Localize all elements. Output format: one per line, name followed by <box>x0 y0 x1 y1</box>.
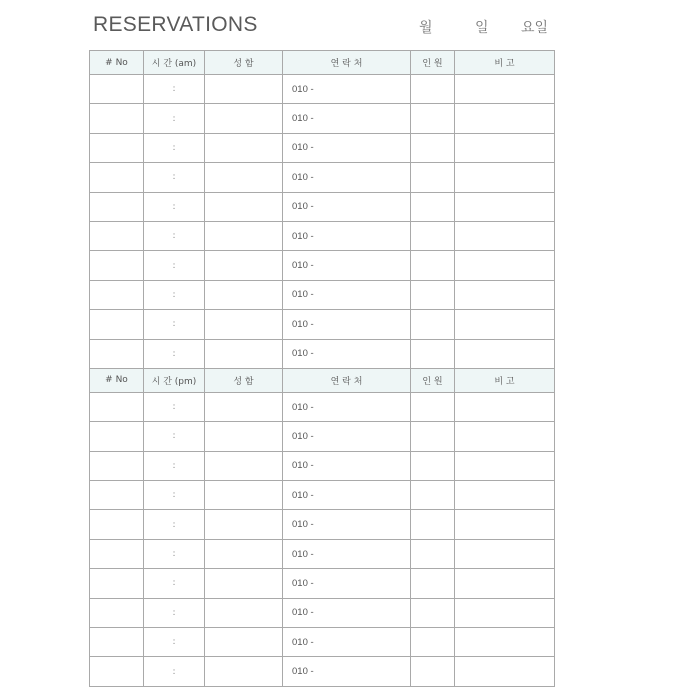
note-cell[interactable] <box>455 280 555 309</box>
note-cell[interactable] <box>455 192 555 221</box>
header-people: 인 원 <box>411 51 455 75</box>
phone-cell[interactable]: 010 - <box>283 104 411 133</box>
table-row <box>90 192 555 221</box>
name-cell[interactable] <box>205 104 283 133</box>
note-cell[interactable] <box>455 628 555 657</box>
name-cell[interactable] <box>205 163 283 192</box>
table-row <box>90 133 555 162</box>
table-row <box>90 392 555 421</box>
no-cell[interactable] <box>90 104 144 133</box>
note-cell[interactable] <box>455 657 555 686</box>
phone-cell[interactable]: 010 - <box>283 251 411 280</box>
header-no: # No <box>90 368 144 392</box>
table-row <box>90 657 555 686</box>
time-cell[interactable]: : <box>144 481 205 510</box>
people-cell[interactable] <box>411 598 455 627</box>
time-cell[interactable]: : <box>144 280 205 309</box>
phone-cell[interactable]: 010 - <box>283 422 411 451</box>
no-cell[interactable] <box>90 598 144 627</box>
people-cell[interactable] <box>411 163 455 192</box>
table-row <box>90 75 555 104</box>
table-row <box>90 510 555 539</box>
note-cell[interactable] <box>455 75 555 104</box>
header-name: 성 함 <box>205 51 283 75</box>
no-cell[interactable] <box>90 221 144 250</box>
no-cell[interactable] <box>90 539 144 568</box>
header-name: 성 함 <box>205 368 283 392</box>
phone-cell[interactable]: 010 - <box>283 75 411 104</box>
time-cell[interactable]: : <box>144 251 205 280</box>
people-cell[interactable] <box>411 569 455 598</box>
phone-cell[interactable]: 010 - <box>283 392 411 421</box>
note-cell[interactable] <box>455 451 555 480</box>
people-cell[interactable] <box>411 221 455 250</box>
header-time: 시 간 (pm) <box>144 368 205 392</box>
table-row <box>90 163 555 192</box>
table-header-row-am <box>90 51 555 75</box>
table-row <box>90 628 555 657</box>
people-cell[interactable] <box>411 539 455 568</box>
people-cell[interactable] <box>411 251 455 280</box>
table-row <box>90 339 555 368</box>
time-cell[interactable]: : <box>144 133 205 162</box>
name-cell[interactable] <box>205 75 283 104</box>
phone-cell[interactable]: 010 - <box>283 539 411 568</box>
note-cell[interactable] <box>455 339 555 368</box>
note-cell[interactable] <box>455 392 555 421</box>
day-label: 일 <box>475 20 489 36</box>
people-cell[interactable] <box>411 392 455 421</box>
table-row <box>90 598 555 627</box>
people-cell[interactable] <box>411 280 455 309</box>
people-cell[interactable] <box>411 510 455 539</box>
table-row <box>90 251 555 280</box>
header-no: # No <box>90 51 144 75</box>
note-cell[interactable] <box>455 481 555 510</box>
no-cell[interactable] <box>90 628 144 657</box>
time-cell[interactable]: : <box>144 657 205 686</box>
header-people: 인 원 <box>411 368 455 392</box>
no-cell[interactable] <box>90 510 144 539</box>
people-cell[interactable] <box>411 75 455 104</box>
phone-cell[interactable]: 010 - <box>283 339 411 368</box>
time-cell[interactable]: : <box>144 310 205 339</box>
note-cell[interactable] <box>455 539 555 568</box>
name-cell[interactable] <box>205 280 283 309</box>
time-cell[interactable]: : <box>144 569 205 598</box>
time-cell[interactable]: : <box>144 628 205 657</box>
table-row <box>90 422 555 451</box>
phone-cell[interactable]: 010 - <box>283 569 411 598</box>
time-cell[interactable]: : <box>144 539 205 568</box>
name-cell[interactable] <box>205 598 283 627</box>
time-cell[interactable]: : <box>144 598 205 627</box>
note-cell[interactable] <box>455 163 555 192</box>
name-cell[interactable] <box>205 339 283 368</box>
phone-cell[interactable]: 010 - <box>283 133 411 162</box>
phone-cell[interactable]: 010 - <box>283 657 411 686</box>
phone-cell[interactable]: 010 - <box>283 598 411 627</box>
note-cell[interactable] <box>455 104 555 133</box>
note-cell[interactable] <box>455 510 555 539</box>
time-cell[interactable]: : <box>144 221 205 250</box>
phone-cell[interactable]: 010 - <box>283 163 411 192</box>
people-cell[interactable] <box>411 133 455 162</box>
note-cell[interactable] <box>455 598 555 627</box>
time-cell[interactable]: : <box>144 339 205 368</box>
note-cell[interactable] <box>455 133 555 162</box>
time-cell[interactable]: : <box>144 451 205 480</box>
table-row <box>90 280 555 309</box>
table-header-row-pm <box>90 368 555 392</box>
name-cell[interactable] <box>205 221 283 250</box>
time-cell[interactable]: : <box>144 192 205 221</box>
month-label: 월 <box>419 20 433 36</box>
no-cell[interactable] <box>90 481 144 510</box>
no-cell[interactable] <box>90 75 144 104</box>
no-cell[interactable] <box>90 339 144 368</box>
no-cell[interactable] <box>90 163 144 192</box>
time-cell[interactable]: : <box>144 510 205 539</box>
phone-cell[interactable]: 010 - <box>283 628 411 657</box>
name-cell[interactable] <box>205 422 283 451</box>
no-cell[interactable] <box>90 192 144 221</box>
header-time: 시 간 (am) <box>144 51 205 75</box>
time-cell[interactable]: : <box>144 104 205 133</box>
header-contact: 연 락 처 <box>283 368 411 392</box>
name-cell[interactable] <box>205 310 283 339</box>
note-cell[interactable] <box>455 310 555 339</box>
name-cell[interactable] <box>205 481 283 510</box>
no-cell[interactable] <box>90 310 144 339</box>
table-row <box>90 539 555 568</box>
note-cell[interactable] <box>455 251 555 280</box>
people-cell[interactable] <box>411 628 455 657</box>
name-cell[interactable] <box>205 569 283 598</box>
no-cell[interactable] <box>90 133 144 162</box>
phone-cell[interactable]: 010 - <box>283 510 411 539</box>
phone-cell[interactable]: 010 - <box>283 310 411 339</box>
time-cell[interactable]: : <box>144 163 205 192</box>
page-title: RESERVATIONS <box>93 13 258 36</box>
phone-cell[interactable]: 010 - <box>283 481 411 510</box>
phone-cell[interactable]: 010 - <box>283 280 411 309</box>
people-cell[interactable] <box>411 339 455 368</box>
no-cell[interactable] <box>90 392 144 421</box>
no-cell[interactable] <box>90 657 144 686</box>
phone-cell[interactable]: 010 - <box>283 451 411 480</box>
table-row <box>90 481 555 510</box>
table-row <box>90 569 555 598</box>
reservation-table <box>89 50 555 687</box>
phone-cell[interactable]: 010 - <box>283 192 411 221</box>
name-cell[interactable] <box>205 251 283 280</box>
name-cell[interactable] <box>205 192 283 221</box>
name-cell[interactable] <box>205 628 283 657</box>
table-row <box>90 221 555 250</box>
no-cell[interactable] <box>90 280 144 309</box>
header-note: 비 고 <box>455 368 555 392</box>
people-cell[interactable] <box>411 451 455 480</box>
no-cell[interactable] <box>90 422 144 451</box>
header-note: 비 고 <box>455 51 555 75</box>
name-cell[interactable] <box>205 510 283 539</box>
note-cell[interactable] <box>455 221 555 250</box>
note-cell[interactable] <box>455 569 555 598</box>
people-cell[interactable] <box>411 657 455 686</box>
time-cell[interactable]: : <box>144 392 205 421</box>
table-row <box>90 451 555 480</box>
no-cell[interactable] <box>90 451 144 480</box>
header-contact: 연 락 처 <box>283 51 411 75</box>
name-cell[interactable] <box>205 451 283 480</box>
time-cell[interactable]: : <box>144 75 205 104</box>
time-cell[interactable]: : <box>144 422 205 451</box>
weekday-label: 요일 <box>521 20 549 36</box>
name-cell[interactable] <box>205 657 283 686</box>
people-cell[interactable] <box>411 310 455 339</box>
name-cell[interactable] <box>205 392 283 421</box>
table-row <box>90 310 555 339</box>
name-cell[interactable] <box>205 539 283 568</box>
no-cell[interactable] <box>90 569 144 598</box>
name-cell[interactable] <box>205 133 283 162</box>
people-cell[interactable] <box>411 104 455 133</box>
people-cell[interactable] <box>411 422 455 451</box>
no-cell[interactable] <box>90 251 144 280</box>
people-cell[interactable] <box>411 481 455 510</box>
note-cell[interactable] <box>455 422 555 451</box>
table-row <box>90 104 555 133</box>
people-cell[interactable] <box>411 192 455 221</box>
phone-cell[interactable]: 010 - <box>283 221 411 250</box>
